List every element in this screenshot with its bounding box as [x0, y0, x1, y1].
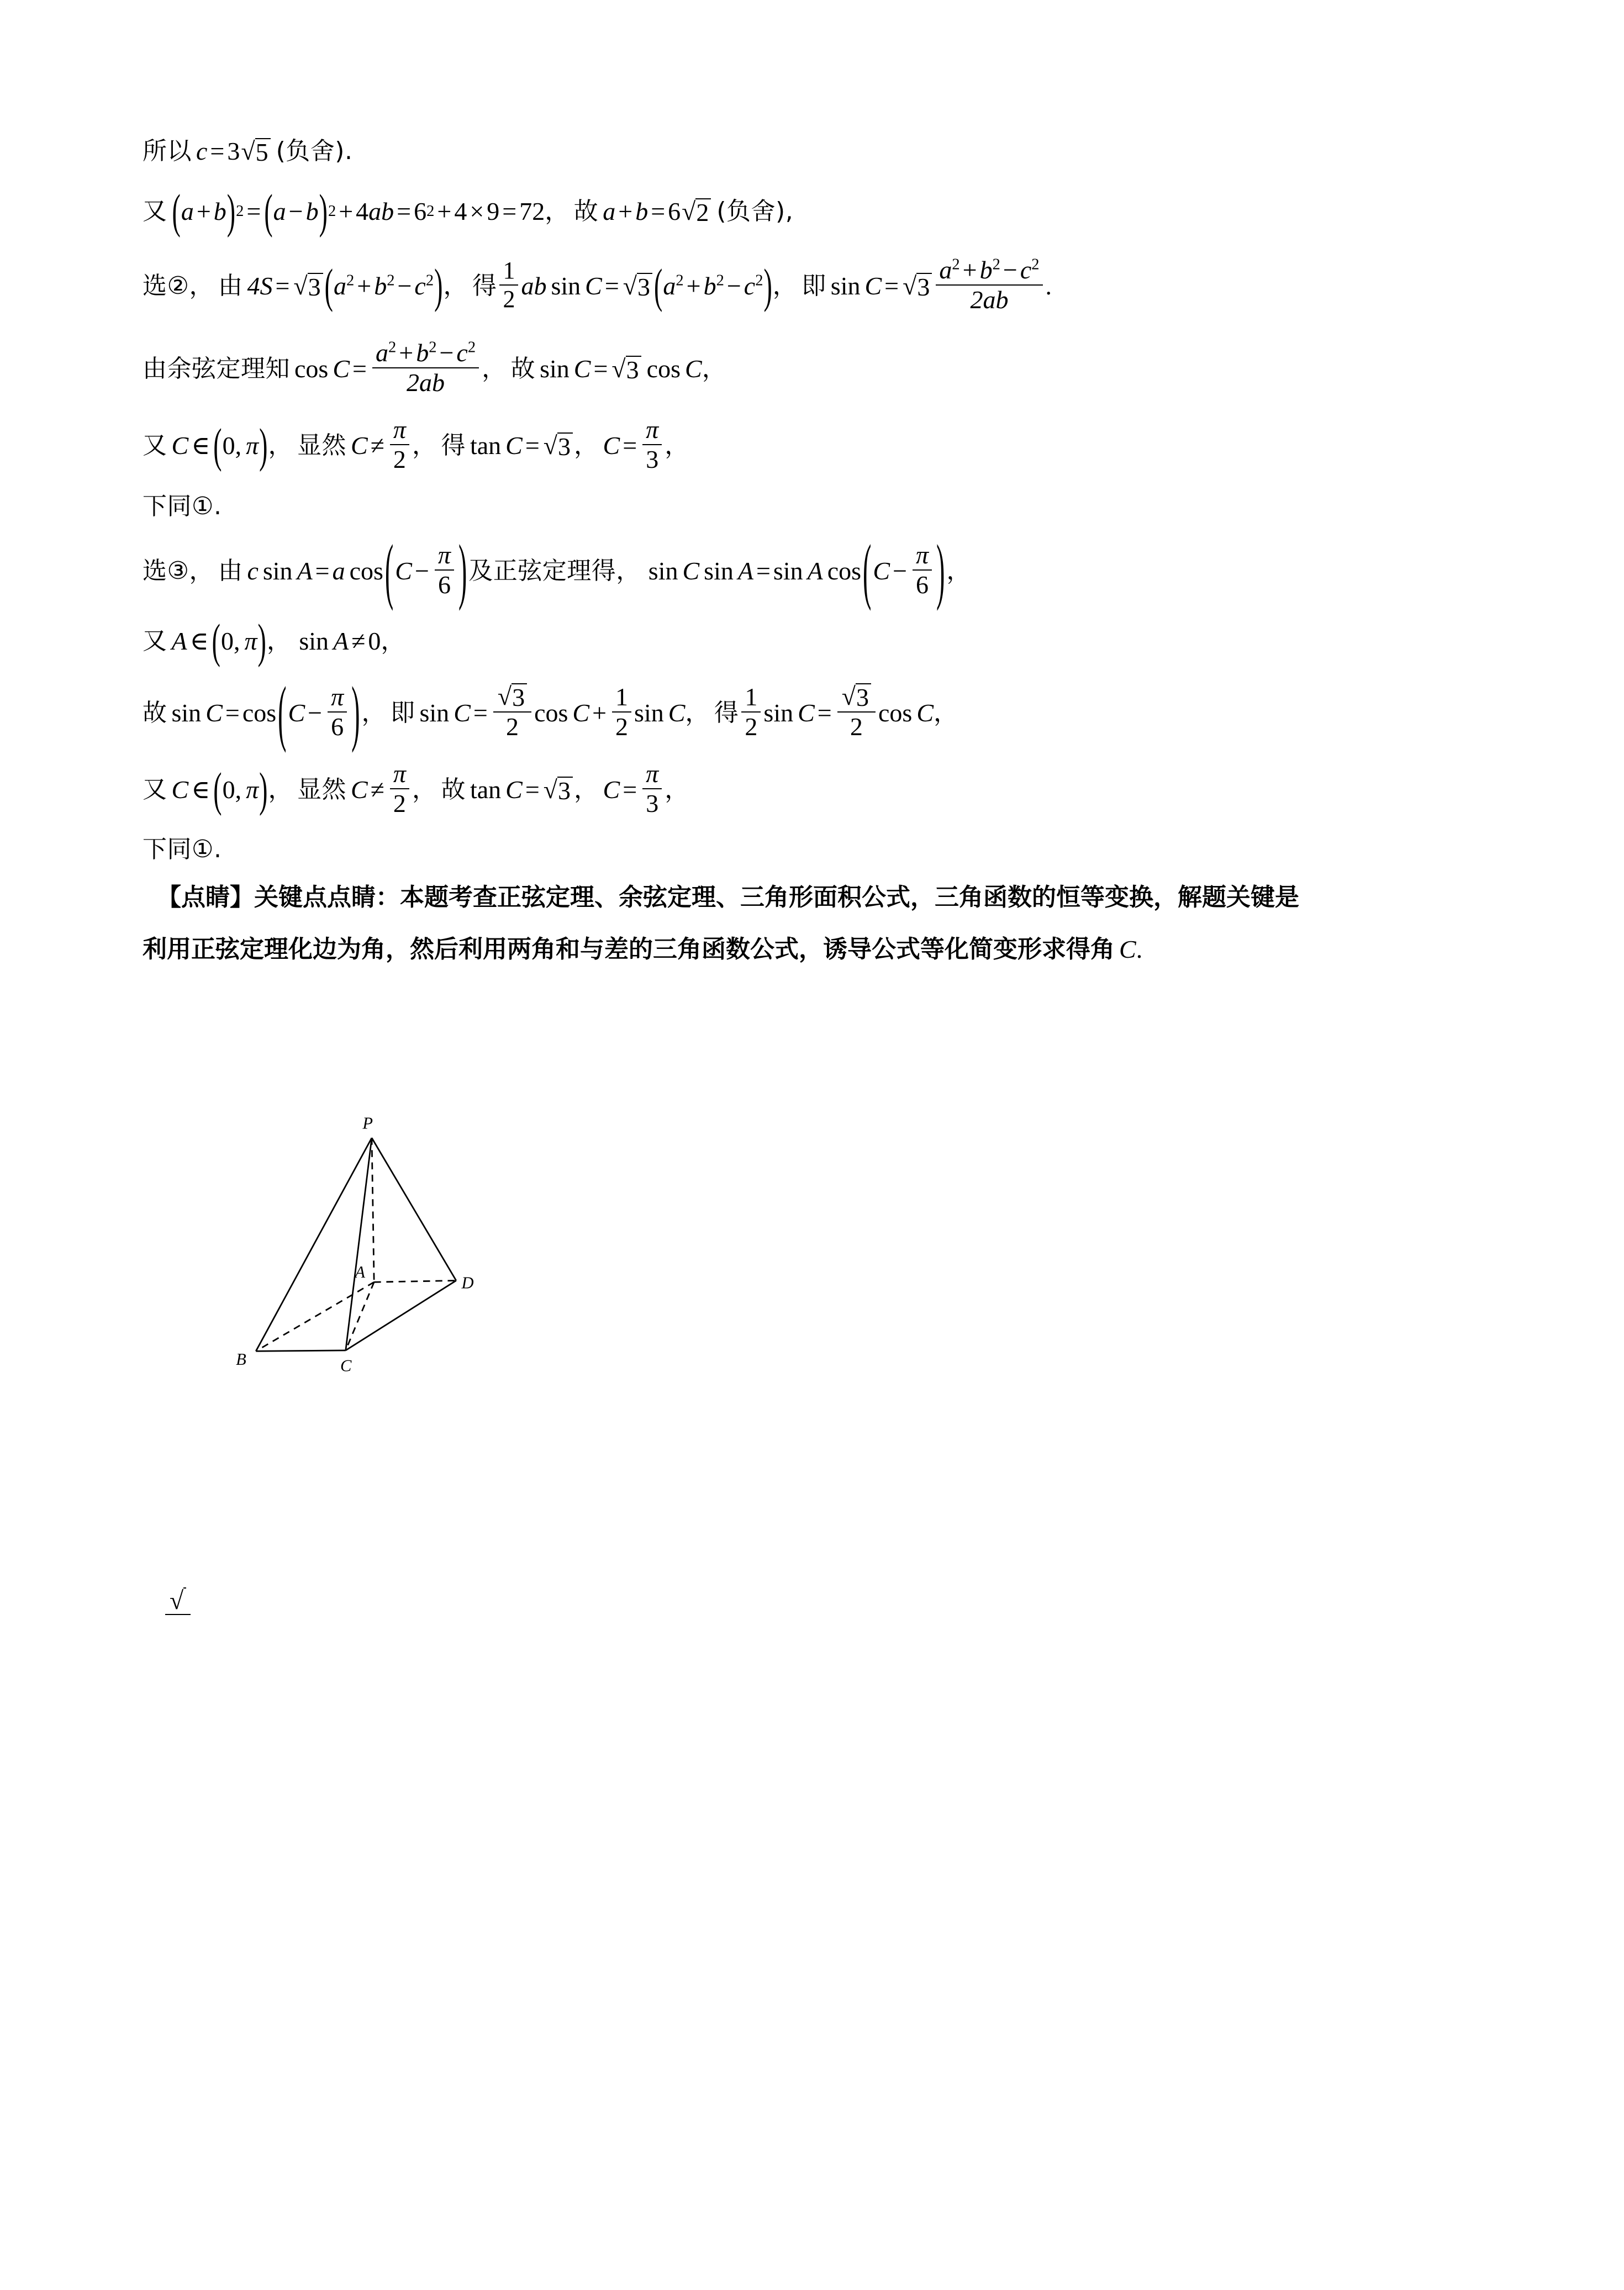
eq-3: = [817, 699, 832, 727]
frac-numerator: 1 [503, 256, 515, 284]
ji-label: 即 [391, 699, 415, 727]
eq-2: = [623, 775, 637, 804]
vertex-label-P: P [362, 1114, 373, 1133]
comma-1: ， [266, 627, 292, 655]
term-tanC: tan C [470, 775, 523, 804]
var-C3: C [603, 775, 620, 804]
var-a2: a [603, 197, 616, 225]
group-C-minus-pi6 [276, 671, 361, 753]
de-label: 得 [472, 272, 497, 300]
comma-4: ， [665, 431, 689, 460]
plus-op-4: + [618, 197, 633, 225]
eq-2: = [397, 197, 412, 225]
equation-line-1 [143, 124, 1496, 178]
frac-cos-rule [372, 340, 479, 397]
equation-line-6 [143, 481, 1496, 532]
comma-3: ， [574, 775, 599, 804]
paren-right: ) [259, 418, 268, 472]
var-C2: C [350, 431, 368, 460]
comma-3: ， [574, 431, 599, 460]
times-op: × [470, 197, 484, 225]
in-op: ∈ [191, 431, 210, 460]
cos-fn: cos [242, 699, 277, 727]
term-ab-sinC: ab sin C [521, 272, 602, 300]
radical-sign: √ [241, 136, 255, 165]
pyramid-figure [165, 1104, 1496, 1380]
frac-denominator: 2 [390, 444, 409, 473]
line1-lead: 所以 [143, 137, 192, 165]
frac-pi-6-b [913, 542, 932, 599]
eq-1: = [352, 355, 367, 383]
line1-eq: = [210, 137, 225, 165]
minus-op: − [414, 557, 429, 585]
equation-line-5 [143, 410, 1496, 481]
var-C: C [171, 431, 189, 460]
radicand: 3 [856, 683, 871, 710]
key-point-text-1: 关键点点睛：本题考查正弦定理、余弦定理、三角形面积公式，三角函数的恒等变换，解题关键是 [254, 883, 1299, 911]
radicand: 2 [695, 198, 711, 225]
in-op: ∈ [189, 627, 209, 655]
comma-2: ， [412, 431, 437, 460]
pyramid-svg [165, 1104, 551, 1380]
frac-numerator [837, 683, 876, 711]
frac-denominator: 2ab [936, 284, 1042, 313]
var-C: C [288, 699, 305, 727]
minus-op: − [288, 197, 303, 225]
frac-1-2 [612, 684, 631, 741]
num-4: 4 [356, 197, 369, 225]
radicand: 3 [557, 432, 573, 460]
frac-denominator: 3 [642, 444, 662, 473]
var-b: b [213, 197, 226, 225]
sqrt-3 [293, 273, 323, 300]
term-sinC: sin C [540, 355, 591, 383]
frac-numerator: π [646, 415, 659, 444]
eq-4: = [651, 197, 666, 225]
edge-BC [256, 1350, 346, 1351]
line8-lead: 又 [143, 627, 167, 655]
var-C2: C [350, 775, 368, 804]
comma-2: ， [412, 775, 437, 804]
num-9: 9 [487, 197, 500, 225]
interval-0-pi: ( 0 , π ) [213, 762, 268, 816]
period-1: . [1045, 272, 1052, 300]
frac-denominator: 2 [493, 711, 531, 740]
frac-one-half [499, 258, 518, 312]
frac-pi-6 [435, 542, 454, 599]
frac-sqrt3-2-b [837, 683, 876, 740]
edge-AD-dashed [374, 1280, 456, 1282]
equation-line-9 [143, 672, 1496, 754]
line2-lead: 又 [143, 197, 167, 225]
frac-numerator: π [437, 540, 451, 569]
frac-numerator: π [916, 540, 929, 569]
comma-1: ， [361, 699, 386, 727]
eq-2: = [473, 699, 488, 727]
paren-left: ( [213, 762, 222, 816]
interval-0-pi: ( 0 , π ) [212, 614, 266, 668]
term-sinC-4: sin C [763, 699, 815, 727]
sqrt-3b [623, 273, 652, 300]
paren-right: ) [434, 258, 443, 313]
paren-left: ( [324, 258, 333, 313]
equation-line-2: 又 ( a + b ) 2 = ( a − b ) 2 + 4 ab = 6 2 + 4 × 9 = 72 ， 故 a + b = 6 √ 2 (负舍), [143, 184, 794, 238]
term-cosC: cos C [294, 355, 350, 383]
frac-numerator: π [646, 759, 659, 788]
paren-left: ( [264, 184, 273, 238]
plus-op: + [592, 699, 607, 727]
paren-left: ( [863, 529, 872, 611]
eq-3: = [884, 272, 899, 300]
term-cosC-2: cos C [646, 355, 702, 383]
term-4S: 4S [247, 272, 273, 300]
ji-label: 即 [802, 272, 826, 300]
radical-sign: √ [497, 682, 512, 711]
frac-denominator: 6 [435, 569, 454, 598]
frac-denominator: 6 [328, 711, 347, 740]
comma-2: ， [702, 355, 727, 383]
gu-label: 故 [143, 699, 167, 727]
sqrt-3 [498, 683, 527, 710]
var-a: a [181, 197, 194, 225]
gu-label: 故 [573, 197, 599, 225]
radical-sign: √ [682, 197, 696, 225]
group-C-minus-pi6-b [861, 529, 946, 611]
term-sinC-2: sin C [419, 699, 471, 727]
key-point-text-2: 利用正弦定理化边为角，然后利用两角和与差的三角函数公式，诱导公式等化简变形求得角 [143, 935, 1115, 963]
group-a-minus-b [263, 184, 328, 238]
paren-right: ) [319, 184, 328, 238]
you-label: 由 [218, 272, 243, 300]
group-a-plus-b [172, 184, 236, 238]
equation-line-10 [143, 754, 1496, 826]
sqrt-3b [842, 683, 871, 710]
plus-op-3: + [437, 197, 452, 225]
edge-CD [346, 1280, 456, 1350]
term-sinC-sinA: sin C sin A [648, 557, 753, 585]
eq-1: = [246, 197, 261, 225]
var-b: b [305, 197, 319, 225]
radical-sign: √ [543, 775, 558, 804]
line10-lead: 又 [143, 775, 167, 804]
radicand: 3 [626, 356, 641, 383]
subquestion-1 [143, 1380, 1496, 1440]
term-cosC-2: cos C [878, 699, 934, 727]
key-point-line-1 [143, 873, 1496, 922]
line1-var-c: c [196, 137, 208, 165]
num-6b: 6 [668, 197, 681, 225]
eq-1: = [525, 775, 540, 804]
frac-pi-3 [642, 416, 662, 473]
you-label: 由 [218, 557, 243, 585]
num-72: 72 [519, 197, 545, 225]
term-tanC: tan C [470, 431, 523, 460]
equation-line-11 [143, 826, 1496, 873]
frac-denominator: 6 [913, 569, 932, 598]
frac-pi-6 [328, 684, 347, 741]
var-C: C [1119, 935, 1136, 963]
sqrt-2 [682, 198, 711, 225]
de-label: 得 [441, 431, 466, 460]
frac-numerator: 1 [745, 682, 758, 711]
eq-1: = [525, 431, 540, 460]
analysis-line [143, 1644, 1496, 1700]
frac-1-2-b [741, 684, 761, 741]
sqrt-3 [544, 777, 573, 804]
term-a-cos: a cos [332, 557, 383, 585]
radicand: 3 [308, 273, 323, 300]
same-as-1-note-2: 下同①. [143, 835, 222, 863]
eq-1: = [275, 272, 290, 300]
paren-left: ( [384, 529, 394, 611]
frac-numerator: $a^2 + b^2 - c^2$ [939, 255, 1040, 284]
frac-numerator: π [331, 682, 344, 711]
paren-left: ( [172, 184, 181, 238]
paren-right: ) [257, 614, 266, 668]
line1-coef: 3 [227, 137, 240, 165]
paren-right: ) [763, 258, 772, 313]
frac-numerator [165, 1587, 191, 1614]
sqrt-3 [611, 356, 641, 383]
var-b2: b [635, 197, 648, 225]
xianran-label: 显然 [297, 431, 346, 460]
expr-a2b2c2-b: $a^2 + b^2 - c^2$ [663, 272, 763, 300]
term-sinA: sin A [299, 627, 349, 655]
de-label: 得 [714, 699, 739, 727]
comma-2: ， [685, 699, 710, 727]
eq-3: = [502, 197, 517, 225]
eq-2: = [593, 355, 608, 383]
radicand [183, 1587, 186, 1613]
num-4b: 4 [454, 197, 467, 225]
line1-tail: (负舍). [276, 137, 353, 165]
var-C: C [171, 775, 189, 804]
radical-sign: √ [623, 271, 637, 300]
comma-2: ， [381, 627, 405, 655]
edge-AB-dashed [256, 1282, 374, 1351]
comma-1: ， [482, 355, 507, 383]
paren-right: ) [259, 762, 268, 816]
paren-left: ( [213, 418, 222, 472]
frac-denominator: 2 [612, 711, 631, 740]
frac-sqrt3-2 [493, 683, 531, 740]
equation-line-8 [143, 610, 1496, 672]
group-a2b2c2 [324, 258, 444, 313]
question-20-line-2 [143, 1035, 1496, 1104]
term-sinC: sin C [171, 699, 223, 727]
vertex-label-D: D [461, 1273, 474, 1292]
key-point-line-2 [143, 922, 1496, 977]
var-C3: C [603, 431, 620, 460]
paren-right: ) [226, 184, 236, 238]
eq-1: = [315, 557, 330, 585]
question-20-line-1 [143, 977, 1496, 1035]
radical-sign: √ [293, 271, 308, 300]
comma-1: ， [268, 431, 293, 460]
frac-pi-2 [390, 761, 409, 817]
line2-tail: (负舍), [716, 197, 794, 225]
frac-numerator: π [393, 415, 406, 444]
xianran-label: 显然 [297, 775, 346, 804]
edge-PB [256, 1138, 372, 1351]
frac-denominator: 2 [837, 711, 876, 740]
frac-denominator: 3 [642, 788, 662, 817]
var-C: C [395, 557, 412, 585]
radicand: 3 [512, 683, 527, 710]
frac-cosine-rule [936, 257, 1042, 314]
var-C2: C [873, 557, 890, 585]
group-a2b2c2-b [653, 258, 773, 313]
frac-numerator [493, 683, 531, 711]
choice-3-label: 选③， [143, 557, 214, 585]
choice-2-label: 选②， [143, 272, 214, 300]
num-6: 6 [414, 197, 427, 225]
radicand: 3 [637, 273, 652, 300]
radical-sign: √ [841, 682, 856, 711]
radical-sign: √ [543, 431, 558, 460]
sqrt-5 [241, 138, 270, 165]
radical-sign: √ [903, 271, 917, 300]
eq-2: = [604, 272, 619, 300]
frac-denominator: 2 [499, 284, 518, 312]
radical-sign: √ [611, 354, 626, 383]
eq-2: = [756, 557, 771, 585]
neq-op: ≠ [370, 431, 384, 460]
subquestion-2 [143, 1440, 1496, 1501]
radicand: 5 [255, 138, 271, 165]
radicand: 3 [916, 273, 932, 300]
vertex-label-B: B [236, 1350, 246, 1369]
term-sinA-cos: sin A cos [773, 557, 862, 585]
comma-tail: ， [946, 557, 971, 585]
comma-1: ， [545, 197, 570, 225]
vertex-label-C: C [340, 1356, 352, 1375]
sqrt-3 [544, 432, 573, 460]
gu-label: 故 [510, 355, 536, 383]
sqrt-10 [170, 1587, 186, 1613]
neq-op: ≠ [351, 627, 366, 655]
paren-left: ( [278, 671, 287, 753]
frac-denominator: 2 [390, 788, 409, 817]
comma-4: ， [665, 775, 689, 804]
line7-mid-text: 及正弦定理得， [468, 557, 641, 585]
plus-op: + [196, 197, 211, 225]
line5-lead: 又 [143, 431, 167, 460]
edge-PA-dashed [372, 1138, 374, 1282]
plus-op-2: + [339, 197, 354, 225]
equation-line-3 [143, 245, 1496, 328]
var-A: A [171, 627, 187, 655]
comma-1: ， [268, 775, 293, 804]
neq-op: ≠ [370, 775, 384, 804]
minus-op: − [308, 699, 323, 727]
frac-denominator: 2ab [372, 367, 479, 396]
group-C-minus-pi6 [383, 529, 468, 611]
line4-lead: 由余弦定理知 [143, 355, 290, 383]
same-as-1-note: 下同①. [143, 492, 222, 520]
minus-op-2: − [893, 557, 908, 585]
term-c-sinA: c sin A [247, 557, 313, 585]
radicand: 3 [557, 777, 573, 804]
paren-right: ) [351, 671, 360, 753]
equation-line-4 [143, 328, 1496, 410]
paren-right: ) [936, 529, 945, 611]
sqrt-3c [903, 273, 932, 300]
paren-left: ( [654, 258, 663, 313]
in-op: ∈ [191, 775, 210, 804]
comma-1: ， [443, 272, 468, 300]
frac-pi-3 [642, 761, 662, 817]
gu-label: 故 [441, 775, 466, 804]
frac-pi-2 [390, 416, 409, 473]
term-sinC-3: sin C [634, 699, 686, 727]
edge-PD [372, 1138, 456, 1280]
eq-2: = [623, 431, 637, 460]
comma-2: ， [772, 272, 798, 300]
equation-line-7 [143, 529, 1496, 611]
frac-numerator: 1 [615, 682, 629, 711]
frac-denominator: 2 [741, 711, 761, 740]
key-point-tag: 【点睛】 [157, 883, 254, 911]
paren-left: ( [212, 614, 220, 668]
comma-3: ， [934, 699, 958, 727]
page-content [143, 124, 1496, 1700]
interval-0-pi: ( 0 , π ) [213, 418, 268, 472]
var-a: a [273, 197, 286, 225]
frac-numerator: $a^2 + b^2 - c^2$ [375, 338, 476, 367]
num-0: 0 [368, 627, 381, 655]
answer-line-1 [143, 1501, 1496, 1561]
eq-1: = [225, 699, 240, 727]
term-cosC: cos C [534, 699, 590, 727]
expr-a2b2c2: $a^2 + b^2 - c^2$ [333, 272, 434, 300]
answer-line-2 [143, 1561, 1496, 1644]
period: . [1136, 935, 1143, 963]
vertex-label-A: A [355, 1262, 366, 1281]
radical-sign: √ [170, 1586, 184, 1614]
term-ab: ab [368, 197, 394, 225]
paren-right: ) [458, 529, 467, 611]
frac-sqrt10-over-10 [165, 1587, 191, 1616]
frac-numerator: π [393, 759, 406, 788]
term-sinC: sin C [830, 272, 882, 300]
